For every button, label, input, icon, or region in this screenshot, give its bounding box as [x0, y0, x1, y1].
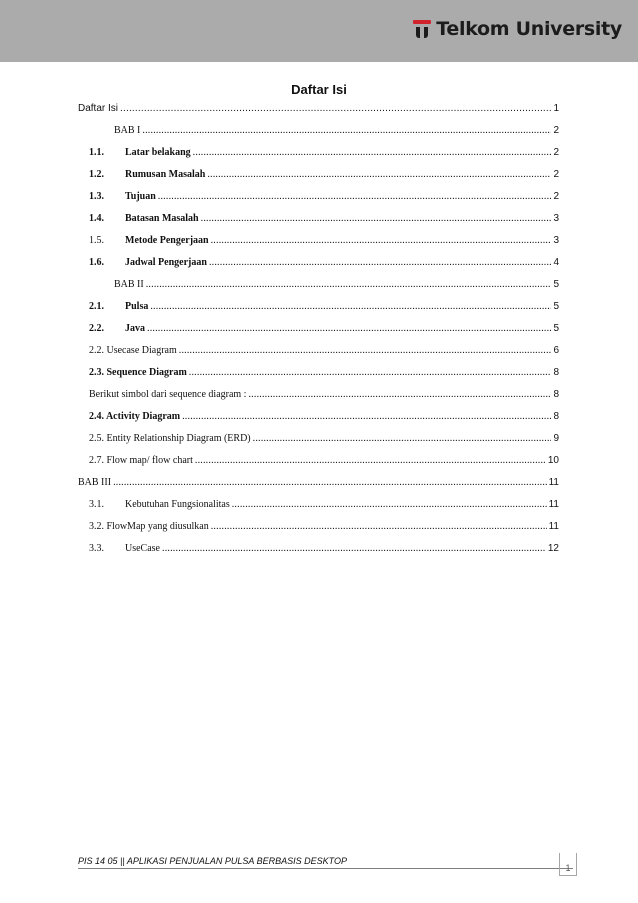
toc-entry-text: Batasan Masalah: [125, 213, 199, 224]
telkom-university-logo: [413, 16, 622, 42]
toc-entry[interactable]: [89, 323, 559, 335]
toc-entry[interactable]: [89, 521, 559, 533]
toc-entry[interactable]: [89, 411, 559, 423]
toc-entry-number: 1.6.: [89, 257, 104, 268]
toc-entry-number: 3.3.: [89, 543, 104, 554]
page-number: 1: [559, 853, 577, 876]
toc-entry[interactable]: [89, 213, 559, 225]
toc-entry-number: 1.1.: [89, 147, 104, 158]
toc-entry[interactable]: [89, 257, 559, 269]
toc-entry-text: BAB III: [78, 477, 112, 488]
toc-entry[interactable]: [89, 389, 559, 401]
toc-entry-page: 2: [553, 169, 559, 180]
toc-entry[interactable]: [89, 169, 559, 181]
toc-entry[interactable]: [89, 455, 559, 467]
toc-entry-number: 2.1.: [89, 301, 104, 312]
toc-entry-text: 2.4. Activity Diagram: [89, 411, 181, 422]
toc-entry-page: 12: [547, 543, 559, 554]
toc-entry[interactable]: [89, 433, 559, 445]
toc-entry[interactable]: [114, 279, 559, 291]
toc-entry-page: 9: [553, 433, 559, 444]
toc-entry-text: Java: [125, 323, 145, 334]
toc-entry-text: Jadwal Pengerjaan: [125, 257, 207, 268]
toc-entry-page: 2: [553, 191, 559, 202]
toc-entry-text: Kebutuhan Fungsionalitas: [125, 499, 230, 510]
toc-entry[interactable]: [89, 543, 559, 555]
toc-entry-number: 3.1.: [89, 499, 104, 510]
toc-entry-page: 2: [553, 147, 559, 158]
toc-entry-page: 8: [553, 367, 559, 378]
toc-entry-page: 3: [553, 213, 559, 224]
toc-entry-text: Metode Pengerjaan: [125, 235, 209, 246]
toc-entry[interactable]: [78, 477, 559, 489]
toc-entry-page: 5: [553, 323, 559, 334]
brand-name: Telkom University: [436, 18, 622, 40]
toc-entry[interactable]: [78, 103, 559, 115]
toc-entry-text: Berikut simbol dari sequence diagram :: [89, 389, 247, 400]
toc-entry[interactable]: [89, 367, 559, 379]
toc-entry[interactable]: [89, 191, 559, 203]
toc-entry-page: 5: [553, 279, 559, 290]
telkom-logo-icon: [413, 18, 431, 40]
toc-entry-number: 2.2.: [89, 323, 104, 334]
toc-entry[interactable]: [89, 235, 559, 247]
toc-entry-number: 1.5.: [89, 235, 104, 246]
toc-entry-text: 2.7. Flow map/ flow chart: [89, 455, 193, 466]
toc-entry-page: 10: [547, 455, 559, 466]
toc-entry-text: 2.5. Entity Relationship Diagram (ERD): [89, 433, 251, 444]
toc-entry-text: Tujuan: [125, 191, 156, 202]
toc-entry-number: 1.4.: [89, 213, 104, 224]
toc-entry-page: 11: [548, 521, 559, 532]
toc-entry-text: UseCase: [125, 543, 160, 554]
toc-entry-page: 5: [553, 301, 559, 312]
footer-divider: [78, 868, 573, 869]
toc-entry-page: 11: [548, 499, 559, 510]
toc-entry-text: BAB I: [114, 125, 141, 136]
toc-entry-page: 4: [553, 257, 559, 268]
toc-entry-number: 1.2.: [89, 169, 104, 180]
toc-entry-text: Pulsa: [125, 301, 149, 312]
toc-entry[interactable]: [89, 147, 559, 159]
toc-entry-page: 2: [553, 125, 559, 136]
toc-entry-page: 8: [553, 411, 559, 422]
toc-entry-text: Latar belakang: [125, 147, 191, 158]
toc-entry-number: 1.3.: [89, 191, 104, 202]
toc-entry-text: BAB II: [114, 279, 144, 290]
toc-title: Daftar Isi: [291, 82, 347, 97]
toc-entry-text: 3.2. FlowMap yang diusulkan: [89, 521, 209, 532]
toc-entry-text: 2.2. Usecase Diagram: [89, 345, 177, 356]
toc-entry-page: 11: [548, 477, 559, 488]
footer-text: PIS 14 05 || APLIKASI PENJUALAN PULSA BERBASIS DESKTOP: [78, 856, 347, 866]
toc-entry[interactable]: [89, 301, 559, 313]
toc-entry[interactable]: [89, 499, 559, 511]
toc-entry-page: 8: [553, 389, 559, 400]
toc-entry-text: 2.3. Sequence Diagram: [89, 367, 187, 378]
toc-entry-page: 1: [553, 103, 559, 114]
page-header: [0, 0, 638, 62]
toc-entry-text: Rumusan Masalah: [125, 169, 206, 180]
toc-entry-page: 6: [553, 345, 559, 356]
toc-entry[interactable]: [89, 345, 559, 357]
toc-entry[interactable]: [114, 125, 559, 137]
toc-entry-page: 3: [553, 235, 559, 246]
toc-entry-text: Daftar Isi: [78, 103, 119, 114]
